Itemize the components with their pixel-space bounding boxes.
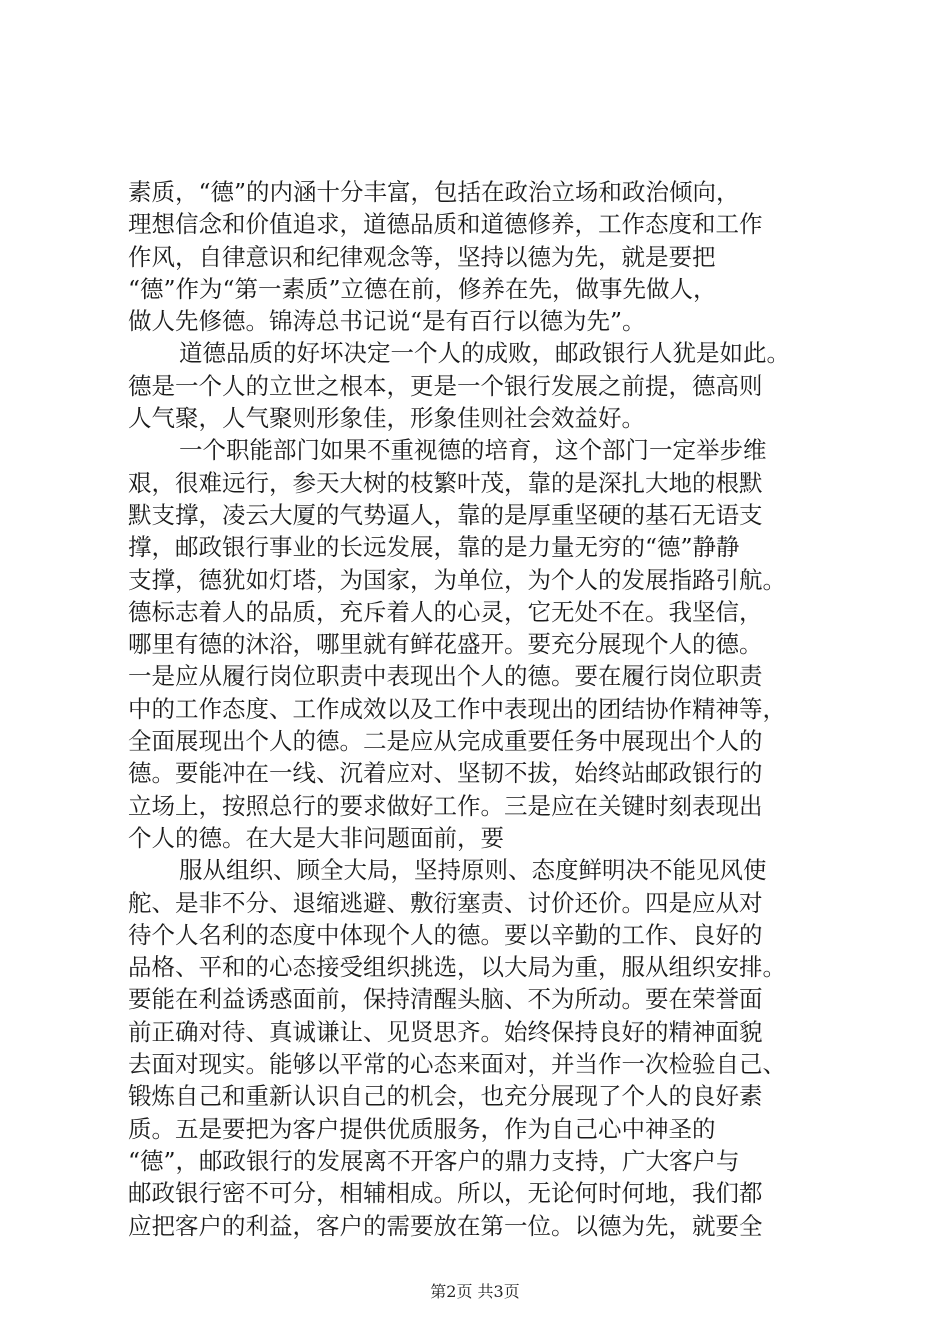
text-line: 服从组织、顾全大局，坚持原则、态度鲜明决不能见风使	[179, 856, 767, 885]
text-line: 哪里有德的沐浴，哪里就有鲜花盛开。要充分展现个人的德。	[128, 630, 763, 659]
text-line: 锻炼自己和重新认识自己的机会，也充分展现了个人的良好素	[128, 1082, 763, 1111]
page-footer: 第2页 共3页	[430, 1282, 520, 1301]
text-line: 邮政银行密不可分，相辅相成。所以，无论何时何地，我们都	[128, 1179, 763, 1208]
text-line: 作风，自律意识和纪律观念等，坚持以德为先，就是要把	[128, 242, 716, 271]
text-line: 中的工作态度、工作成效以及工作中表现出的团结协作精神等，	[128, 694, 786, 723]
text-line: 德是一个人的立世之根本，更是一个银行发展之前提，德高则	[128, 371, 763, 400]
text-line: 德。要能冲在一线、沉着应对、坚韧不拔，始终站邮政银行的	[128, 759, 763, 788]
text-line: 一个职能部门如果不重视德的培育，这个部门一定举步维	[179, 436, 767, 465]
text-line: 支撑，德犹如灯塔，为国家，为单位，为个人的发展指路引航。	[128, 565, 786, 594]
text-line: 做人先修德。锦涛总书记说“是有百行以德为先”。	[128, 307, 646, 336]
text-line: “德”作为“第一素质”立德在前，修养在先，做事先做人，	[128, 274, 717, 303]
text-line: 道德品质的好坏决定一个人的成败，邮政银行人犹是如此。	[179, 339, 790, 368]
body-text	[128, 176, 838, 1242]
text-line: 待个人名利的态度中体现个人的德。要以辛勤的工作、良好的	[128, 920, 763, 949]
text-line: 品格、平和的心态接受组织挑选，以大局为重，服从组织安排。	[128, 953, 786, 982]
text-line: 艰，很难远行，参天大树的枝繁叶茂，靠的是深扎大地的根默	[128, 468, 763, 497]
text-line: 全面展现出个人的德。二是应从完成重要任务中展现出个人的	[128, 727, 763, 756]
text-line: 舵、是非不分、退缩逃避、敷衍塞责、讨价还价。四是应从对	[128, 888, 763, 917]
text-line: 一是应从履行岗位职责中表现出个人的德。要在履行岗位职责	[128, 662, 763, 691]
text-line: 立场上，按照总行的要求做好工作。三是应在关键时刻表现出	[128, 791, 763, 820]
text-line: 去面对现实。能够以平常的心态来面对，并当作一次检验自己、	[128, 1050, 786, 1079]
text-line: 人气聚，人气聚则形象佳，形象佳则社会效益好。	[128, 404, 645, 433]
text-line: 应把客户的利益，客户的需要放在第一位。以德为先，就要全	[128, 1211, 763, 1240]
text-line: “德”，邮政银行的发展离不开客户的鼎力支持，广大客户与	[128, 1146, 740, 1175]
text-line: 默支撑，凌云大厦的气势逼人，靠的是厚重坚硬的基石无语支	[128, 500, 763, 529]
text-line: 质。五是要把为客户提供优质服务，作为自己心中神圣的	[128, 1114, 716, 1143]
text-line: 个人的德。在大是大非问题面前，要	[128, 823, 504, 852]
text-line: 前正确对待、真诚谦让、见贤思齐。始终保持良好的精神面貌	[128, 1017, 763, 1046]
text-line: 撑，邮政银行事业的长远发展，靠的是力量无穷的“德”静静	[128, 533, 740, 562]
text-line: 要能在利益诱惑面前，保持清醒头脑、不为所动。要在荣誉面	[128, 985, 763, 1014]
text-line: 德标志着人的品质，充斥着人的心灵，它无处不在。我坚信，	[128, 597, 763, 626]
text-line: 素质，“德”的内涵十分丰富，包括在政治立场和政治倾向，	[128, 178, 740, 206]
text-line: 理想信念和价值追求，道德品质和道德修养，工作态度和工作	[128, 210, 763, 239]
